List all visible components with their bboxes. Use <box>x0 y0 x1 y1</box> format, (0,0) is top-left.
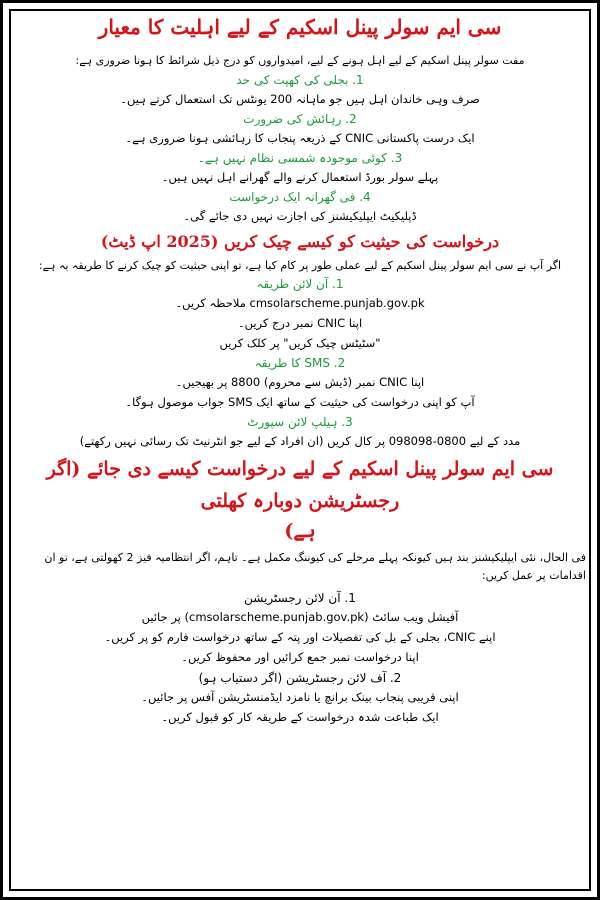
eligibility-text-4: ڈپلیکیٹ ایپلیکیشنز کی اجازت نہیں دی جائے گی۔ <box>183 209 417 223</box>
eligibility-heading-1: 1. بجلی کی کھپت کی حد <box>236 73 364 87</box>
status-section-title: درخواست کی حیثیت کو کیسے چیک کریں (2025 اپ ڈیٹ) <box>100 232 500 251</box>
eligibility-heading-4: 4. فی گھرانہ ایک درخواست <box>229 190 371 204</box>
status-sms-step-1: اپنا CNIC نمبر (ڈیش سے محروم) 8800 پر بھیجیں۔ <box>175 375 425 389</box>
apply-online-step-3: اپنا درخواست نمبر جمع کرائیں اور محفوظ کریں۔ <box>181 650 419 664</box>
apply-online-step-1: آفیشل ویب سائٹ (cmsolarscheme.punjab.gov.pk) پر جائیں <box>141 610 459 624</box>
apply-online-heading: 1. آن لائن رجسٹریشن <box>244 591 356 605</box>
apply-offline-heading: 2. آف لائن رجسٹریشن (اگر دستیاب ہو) <box>198 671 402 685</box>
status-sms-step-2: آپ کو اپنی درخواست کی حیثیت کے ساتھ ایک SMS جواب موصول ہوگا۔ <box>125 395 475 409</box>
status-online-heading: 1. آن لائن طریقہ <box>256 277 344 291</box>
status-online-step-1: cmsolarscheme.punjab.gov.pk ملاحظہ کریں۔ <box>175 296 425 310</box>
status-online-step-2: اپنا CNIC نمبر درج کریں۔ <box>237 316 363 330</box>
page-title: سی ایم سولر پینل اسکیم کے لیے اہلیت کا معیار <box>98 15 502 39</box>
status-helpline-step-1: مدد کے لیے 0800-098098 پر کال کریں (ان افراد کے لیے جو انٹرنیٹ تک رسائی نہیں رکھتے) <box>79 434 521 448</box>
eligibility-text-1: صرف وہی خاندان اہل ہیں جو ماہانہ 200 یونٹس تک استعمال کرتے ہیں۔ <box>120 92 480 106</box>
status-intro: اگر آپ نے سی ایم سولر پینل اسکیم کے لیے عملی طور پر کام کیا ہے، تو اپنی حیثیت کو چیک کرنے کا طریقہ یہ ہے: <box>38 259 562 272</box>
status-online-step-3: "سٹیٹس چیک کریں" پر کلک کریں <box>219 336 381 350</box>
apply-section-title-line-1: سی ایم سولر پینل اسکیم کے لیے درخواست کیسے دی جائے (اگر رجسٹریشن دوبارہ کھلتی <box>46 458 554 512</box>
eligibility-text-2: ایک درست پاکستانی CNIC کے ذریعہ پنجاب کا رہائشی ہونا ضروری ہے۔ <box>125 131 475 145</box>
eligibility-intro: مفت سولر پینل اسکیم کے لیے اہل ہونے کے لیے، امیدواروں کو درج ذیل شرائط کا ہونا ضروری ہے: <box>75 54 525 67</box>
status-helpline-heading: 3. ہیلپ لائن سپورٹ <box>247 415 353 429</box>
apply-offline-step-1: اپنی قریبی پنجاب بینک برانچ یا نامزد ایڈمنسٹریشن آفس پر جائیں۔ <box>141 690 459 704</box>
status-sms-heading: 2. SMS کا طریقہ <box>254 356 346 370</box>
apply-intro: فی الحال، نئی ایپلیکیشنز بند ہیں کیونکہ پہلے مرحلے کی کیوننگ مکمل ہے۔ تاہم، اگر انتظامیہ فیز 2 کھولتی ہے، تو ان اقدامات پر عمل کریں: <box>44 551 586 582</box>
eligibility-heading-3: 3. کوئی موجودہ شمسی نظام نہیں ہے۔ <box>197 151 403 165</box>
apply-online-step-2: اپنے CNIC، بجلی کے بل کی تفصیلات اور پتہ کے ساتھ درخواست فارم کو پر کریں۔ <box>104 630 496 644</box>
eligibility-heading-2: 2. رہائش کی ضرورت <box>243 112 357 126</box>
apply-offline-step-2: ایک طباعت شدہ درخواست کے طریقہ کار کو قبول کریں۔ <box>161 710 439 724</box>
document-content <box>14 12 586 729</box>
eligibility-text-3: پہلے سولر بورڈ استعمال کرنے والے گھرانے اہل نہیں ہیں۔ <box>161 170 439 184</box>
apply-section-title-line-2: ہے) <box>284 520 316 542</box>
